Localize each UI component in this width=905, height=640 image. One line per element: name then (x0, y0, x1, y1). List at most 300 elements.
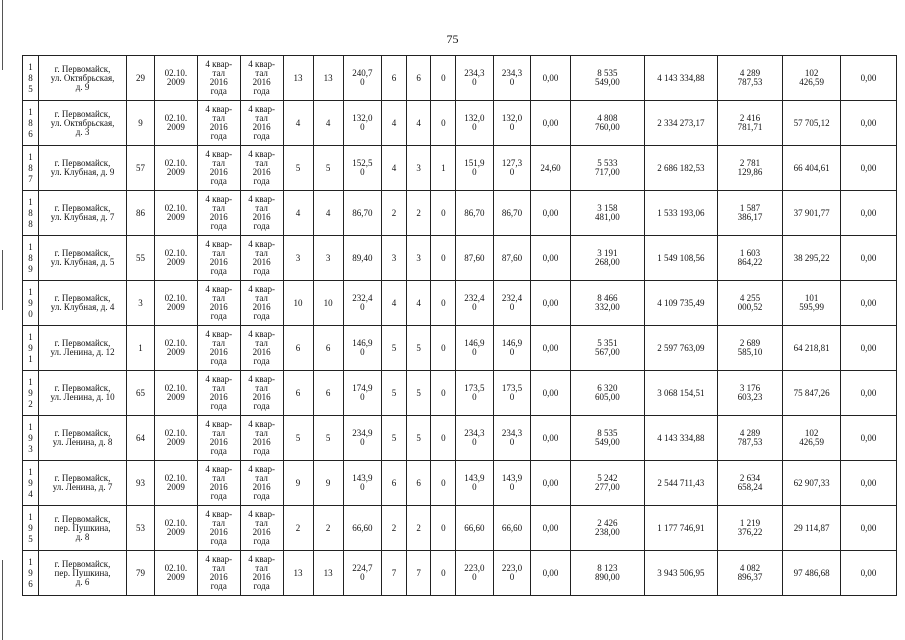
area-cell (343, 416, 382, 461)
amount-cell (570, 416, 644, 461)
area-cell-line: 0 (472, 347, 477, 357)
amount-cell-line: 8 535 (597, 68, 618, 78)
area-cell-line: 0 (509, 392, 515, 402)
row-number-text: 186 (28, 106, 33, 139)
value-cell: 13 (283, 56, 313, 101)
address-cell-line: г. Первомайск, (54, 158, 111, 168)
area-cell (493, 101, 531, 146)
apartment-count-cell: 1 (127, 326, 155, 371)
area-cell (343, 506, 382, 551)
period-cell-line: года (253, 356, 270, 366)
page-number: 75 (446, 32, 459, 46)
value-cell: 9 (313, 461, 343, 506)
apartment-count-cell: 65 (127, 371, 155, 416)
period-cell-line: тал (212, 293, 226, 303)
date-cell (154, 101, 197, 146)
area-cell-line: 146,9 (501, 338, 523, 348)
value-cell: 9 (283, 461, 313, 506)
area-cell (456, 236, 494, 281)
apartment-count-cell: 55 (127, 236, 155, 281)
amount-cell-line: 781,71 (737, 122, 763, 132)
period-cell-line: 4 квар- (248, 554, 275, 564)
area-cell (343, 146, 382, 191)
value-cell: 7 (406, 551, 431, 596)
area-cell: 0,00 (531, 326, 571, 371)
date-cell-line: 02.10. (164, 563, 188, 573)
address-cell-line: ул. Клубная, д. 4 (50, 302, 115, 312)
period-cell-line: года (253, 311, 270, 321)
area-cell (493, 326, 531, 371)
address-cell-line: г. Первомайск, (54, 338, 111, 348)
value-cell: 0 (431, 506, 456, 551)
area-cell-line: 0 (472, 302, 477, 312)
date-cell-line: 2009 (166, 572, 185, 582)
amount-cell-line: 2 781 (739, 158, 761, 168)
period-cell-line: тал (212, 203, 226, 213)
area-cell-line: 224,7 (352, 563, 373, 573)
period-cell-line: 4 квар- (205, 194, 233, 204)
value-cell: 2 (406, 506, 431, 551)
area-cell-line: 0 (360, 482, 365, 492)
amount-cell (570, 371, 644, 416)
area-cell-line: 223,0 (464, 563, 485, 573)
address-cell-line: г. Первомайск, (54, 558, 111, 569)
amount-cell: 0,00 (841, 461, 897, 506)
period-cell-line: тал (212, 473, 226, 483)
period-cell-line: 2016 (209, 212, 228, 222)
amount-cell: 2 686 182,53 (644, 146, 717, 191)
amount-cell (717, 101, 782, 146)
value-cell: 3 (406, 146, 431, 191)
period-cell-line: тал (255, 248, 268, 258)
period-cell (240, 551, 283, 596)
address-cell (39, 146, 127, 191)
row-number (23, 191, 39, 236)
area-cell (343, 101, 382, 146)
area-cell: 24,60 (531, 146, 571, 191)
area-cell-line: 87,60 (501, 252, 523, 263)
period-cell-line: тал (255, 158, 268, 168)
period-cell-line: 2016 (252, 302, 271, 312)
period-cell-line: года (253, 266, 270, 276)
area-cell (493, 371, 531, 416)
address-cell-line: ул. Клубная, д. 5 (50, 257, 115, 267)
amount-cell: 0,00 (841, 101, 897, 146)
amount-cell-line: 426,59 (799, 77, 825, 87)
area-cell: 0,00 (531, 371, 571, 416)
address-cell-line: ул. Ленина, д. 8 (52, 437, 113, 447)
period-cell-line: 4 квар- (205, 239, 233, 249)
area-cell-line: 151,9 (464, 158, 485, 168)
date-cell-line: 2009 (166, 482, 185, 492)
amount-cell (570, 506, 644, 551)
address-cell-line: ул. Клубная, д. 9 (50, 167, 115, 177)
address-cell-line: ул. Клубная, д. 7 (50, 212, 115, 222)
amount-cell-line: 277,00 (594, 482, 620, 492)
area-cell-line: 173,5 (501, 383, 523, 393)
period-cell-line: 2016 (252, 572, 271, 582)
value-cell: 5 (406, 326, 431, 371)
period-cell-line: 2016 (209, 167, 228, 177)
period-cell-line: 4 квар- (205, 104, 233, 114)
amount-cell-line: 2 689 (739, 338, 761, 348)
amount-cell-line: 5 242 (597, 473, 618, 483)
period-cell-line: 4 квар- (248, 194, 275, 204)
area-cell-line: 240,7 (352, 68, 373, 78)
amount-cell-line: 101 (804, 293, 819, 303)
amount-cell (783, 236, 841, 281)
amount-cell-line: 585,10 (737, 347, 763, 357)
period-cell-line: года (253, 86, 270, 96)
apartment-count-cell: 86 (127, 191, 155, 236)
period-cell-line: 4 квар- (248, 419, 275, 429)
area-cell (456, 326, 494, 371)
address-cell-line: г. Первомайск, (54, 248, 111, 258)
area-cell: 0,00 (531, 281, 571, 326)
address-cell-line: г. Первомайск, (54, 383, 111, 393)
period-cell-line: 2016 (252, 122, 271, 132)
table-row (23, 326, 897, 371)
period-cell-line: года (210, 536, 227, 546)
amount-cell-line: 864,22 (737, 257, 763, 267)
area-cell-line: 0 (360, 302, 365, 312)
amount-cell-line: 102 (804, 68, 819, 78)
period-cell-line: 4 квар- (205, 149, 233, 159)
amount-cell-line: 2 416 (739, 113, 761, 123)
period-cell-line: тал (212, 158, 226, 168)
date-cell-line: 02.10. (164, 473, 188, 483)
value-cell: 2 (283, 506, 313, 551)
amount-cell: 3 943 506,95 (644, 551, 717, 596)
address-cell (39, 461, 127, 506)
period-cell-line: 4 квар- (205, 374, 233, 384)
date-cell-line: 02.10. (164, 518, 188, 528)
area-cell-line: 0 (509, 167, 515, 177)
address-cell-line: г. Первомайск, (54, 293, 111, 303)
date-cell-line: 2009 (166, 167, 185, 177)
amount-cell-line: 75 847,26 (793, 387, 830, 398)
period-cell-line: года (210, 86, 227, 96)
value-cell: 4 (382, 281, 407, 326)
area-cell (493, 281, 531, 326)
date-cell-line: 2009 (166, 302, 185, 312)
value-cell: 1 (431, 146, 456, 191)
period-cell-line: года (253, 491, 270, 501)
value-cell: 0 (431, 416, 456, 461)
row-number-text: 187 (28, 151, 33, 184)
area-cell-line: 174,9 (352, 383, 373, 393)
value-cell: 5 (313, 416, 343, 461)
period-cell-line: 2016 (209, 77, 228, 87)
period-cell (240, 236, 283, 281)
row-number-text: 191 (28, 331, 33, 364)
amount-cell-line: 426,59 (799, 437, 825, 447)
date-cell (154, 326, 197, 371)
date-cell-line: 02.10. (164, 248, 188, 258)
period-cell-line: 4 квар- (205, 419, 233, 429)
amount-cell-line: 8 123 (597, 563, 618, 573)
area-cell-line: 234,3 (464, 428, 485, 438)
area-cell (456, 146, 494, 191)
address-cell (39, 371, 127, 416)
period-cell-line: тал (255, 113, 268, 123)
date-cell-line: 02.10. (164, 383, 188, 393)
row-number (23, 461, 39, 506)
date-cell (154, 281, 197, 326)
amount-cell-line: 717,00 (594, 167, 620, 177)
value-cell: 5 (406, 371, 431, 416)
amount-cell: 1 533 193,06 (644, 191, 717, 236)
area-cell-line: 0 (509, 572, 515, 582)
period-cell (240, 146, 283, 191)
address-cell-line: г. Первомайск, (54, 428, 111, 438)
date-cell-line: 02.10. (164, 428, 188, 438)
area-cell (456, 506, 494, 551)
period-cell-line: 4 квар- (248, 509, 275, 519)
amount-cell-line: 1 603 (739, 248, 761, 258)
date-cell-line: 2009 (166, 122, 185, 132)
apartment-count-cell: 9 (127, 101, 155, 146)
area-cell-line: 146,9 (464, 338, 485, 348)
area-cell (343, 236, 382, 281)
area-cell-line: 223,0 (501, 563, 523, 573)
date-cell-line: 2009 (166, 77, 185, 87)
area-cell-line: 232,4 (352, 293, 373, 303)
area-cell-line: 0 (360, 167, 365, 177)
amount-cell: 0,00 (841, 236, 897, 281)
area-cell (456, 281, 494, 326)
amount-cell (717, 191, 782, 236)
period-cell-line: года (210, 401, 227, 411)
amount-cell: 0,00 (841, 506, 897, 551)
area-cell: 0,00 (531, 56, 571, 101)
address-cell (39, 506, 127, 551)
period-cell-line: года (253, 581, 270, 591)
area-cell: 0,00 (531, 461, 571, 506)
period-cell-line: года (210, 221, 227, 231)
period-cell-line: 4 квар- (248, 329, 275, 339)
amount-cell: 3 068 154,51 (644, 371, 717, 416)
amount-cell: 0,00 (841, 326, 897, 371)
table-row (23, 236, 897, 281)
period-cell-line: 4 квар- (205, 329, 233, 339)
period-cell-line: 2016 (252, 437, 271, 447)
date-cell (154, 146, 197, 191)
period-cell (197, 236, 240, 281)
table-row (23, 551, 897, 596)
date-cell (154, 56, 197, 101)
amount-cell (783, 506, 841, 551)
address-cell (39, 236, 127, 281)
area-cell (493, 236, 531, 281)
period-cell-line: года (210, 356, 227, 366)
period-cell-line: 2016 (252, 77, 271, 87)
period-cell (197, 101, 240, 146)
period-cell-line: 2016 (209, 122, 228, 132)
housing-registry-table (22, 55, 897, 596)
area-cell (456, 371, 494, 416)
period-cell (197, 461, 240, 506)
amount-cell: 0,00 (841, 371, 897, 416)
value-cell: 3 (313, 236, 343, 281)
period-cell-line: года (210, 176, 227, 186)
value-cell: 5 (313, 146, 343, 191)
address-cell (39, 416, 127, 461)
amount-cell-line: 386,17 (737, 212, 763, 222)
period-cell-line: года (210, 581, 227, 591)
period-cell (240, 506, 283, 551)
amount-cell-line: 238,00 (594, 527, 620, 537)
period-cell-line: года (253, 176, 270, 186)
amount-cell: 4 143 334,88 (644, 416, 717, 461)
row-number-text: 195 (28, 511, 33, 544)
value-cell: 6 (382, 56, 407, 101)
address-cell (39, 281, 127, 326)
period-cell-line: тал (255, 428, 268, 438)
address-cell-line: пер. Пушкина, (54, 567, 111, 578)
amount-cell: 0,00 (841, 146, 897, 191)
period-cell-line: 2016 (252, 167, 271, 177)
amount-cell (570, 236, 644, 281)
amount-cell (717, 371, 782, 416)
period-cell-line: 4 квар- (205, 59, 233, 69)
address-cell-line: ул. Ленина, д. 10 (50, 392, 115, 402)
area-cell-line: 0 (360, 572, 365, 582)
amount-cell (783, 326, 841, 371)
amount-cell (717, 551, 782, 596)
apartment-count-cell: 93 (127, 461, 155, 506)
amount-cell-line: 1 219 (739, 518, 761, 528)
amount-cell: 0,00 (841, 551, 897, 596)
value-cell: 5 (382, 371, 407, 416)
date-cell-line: 02.10. (164, 158, 188, 168)
amount-cell (570, 551, 644, 596)
row-number-text: 188 (28, 196, 33, 229)
amount-cell-line: 567,00 (594, 347, 620, 357)
area-cell: 0,00 (531, 101, 571, 146)
period-cell-line: 4 квар- (205, 284, 233, 294)
area-cell-line: 0 (509, 347, 515, 357)
row-number (23, 281, 39, 326)
area-cell (343, 371, 382, 416)
area-cell-line: 234,3 (464, 68, 485, 78)
period-cell-line: года (253, 536, 270, 546)
period-cell-line: 2016 (209, 257, 228, 267)
area-cell-line: 86,70 (501, 207, 523, 218)
area-cell: 0,00 (531, 416, 571, 461)
amount-cell-line: 4 082 (739, 563, 761, 573)
area-cell (343, 281, 382, 326)
amount-cell-line: 4 289 (739, 428, 761, 438)
amount-cell: 4 109 735,49 (644, 281, 717, 326)
date-cell (154, 236, 197, 281)
period-cell (197, 551, 240, 596)
amount-cell: 2 544 711,43 (644, 461, 717, 506)
area-cell-line: 86,70 (464, 207, 485, 218)
address-cell-line: г. Первомайск, (54, 473, 111, 483)
area-cell-line: 0 (360, 437, 365, 447)
value-cell: 6 (406, 56, 431, 101)
date-cell (154, 551, 197, 596)
value-cell: 0 (431, 326, 456, 371)
amount-cell (783, 101, 841, 146)
area-cell (456, 461, 494, 506)
period-cell-line: 4 квар- (248, 239, 275, 249)
amount-cell-line: 549,00 (594, 77, 620, 87)
area-cell (493, 461, 531, 506)
row-number (23, 236, 39, 281)
period-cell (197, 56, 240, 101)
period-cell (240, 326, 283, 371)
period-cell (197, 191, 240, 236)
value-cell: 4 (313, 101, 343, 146)
amount-cell: 2 334 273,17 (644, 101, 717, 146)
area-cell-line: 0 (360, 347, 365, 357)
period-cell (197, 146, 240, 191)
amount-cell (717, 326, 782, 371)
value-cell: 0 (431, 371, 456, 416)
date-cell-line: 2009 (166, 392, 185, 402)
address-cell-line: пер. Пушкина, (54, 522, 111, 533)
period-cell (240, 281, 283, 326)
period-cell-line: тал (255, 383, 268, 393)
period-cell-line: года (253, 221, 270, 231)
amount-cell (783, 56, 841, 101)
date-cell (154, 191, 197, 236)
table-row (23, 56, 897, 101)
amount-cell-line: 603,23 (737, 392, 763, 402)
address-cell-line: д. 8 (75, 531, 90, 542)
period-cell-line: года (210, 491, 227, 501)
value-cell: 2 (382, 191, 407, 236)
value-cell: 3 (382, 236, 407, 281)
area-cell (493, 416, 531, 461)
period-cell (240, 371, 283, 416)
date-cell-line: 2009 (166, 437, 185, 447)
amount-cell (570, 146, 644, 191)
amount-cell-line: 000,52 (737, 302, 763, 312)
amount-cell-line: 2 426 (597, 518, 618, 528)
amount-cell-line: 658,24 (737, 482, 763, 492)
value-cell: 3 (283, 236, 313, 281)
period-cell-line: 2016 (252, 212, 271, 222)
amount-cell-line: 5 533 (597, 158, 618, 168)
period-cell-line: года (210, 131, 227, 141)
apartment-count-cell: 57 (127, 146, 155, 191)
period-cell-line: 4 квар- (248, 149, 275, 159)
row-number (23, 56, 39, 101)
period-cell (240, 56, 283, 101)
amount-cell-line: 481,00 (594, 212, 620, 222)
amount-cell-line: 6 320 (597, 383, 618, 393)
area-cell (493, 56, 531, 101)
period-cell-line: 2016 (209, 482, 228, 492)
value-cell: 4 (283, 101, 313, 146)
area-cell-line: 234,3 (501, 428, 523, 438)
amount-cell-line: 97 486,68 (793, 567, 830, 578)
area-cell-line: 89,40 (352, 252, 373, 263)
value-cell: 4 (382, 101, 407, 146)
period-cell (240, 416, 283, 461)
address-cell (39, 191, 127, 236)
period-cell-line: 2016 (209, 392, 228, 402)
period-cell-line: 4 квар- (248, 464, 275, 474)
row-number (23, 101, 39, 146)
area-cell-line: 132,0 (464, 113, 485, 123)
address-cell-line: д. 3 (75, 126, 90, 137)
period-cell (240, 191, 283, 236)
amount-cell: 0,00 (841, 416, 897, 461)
